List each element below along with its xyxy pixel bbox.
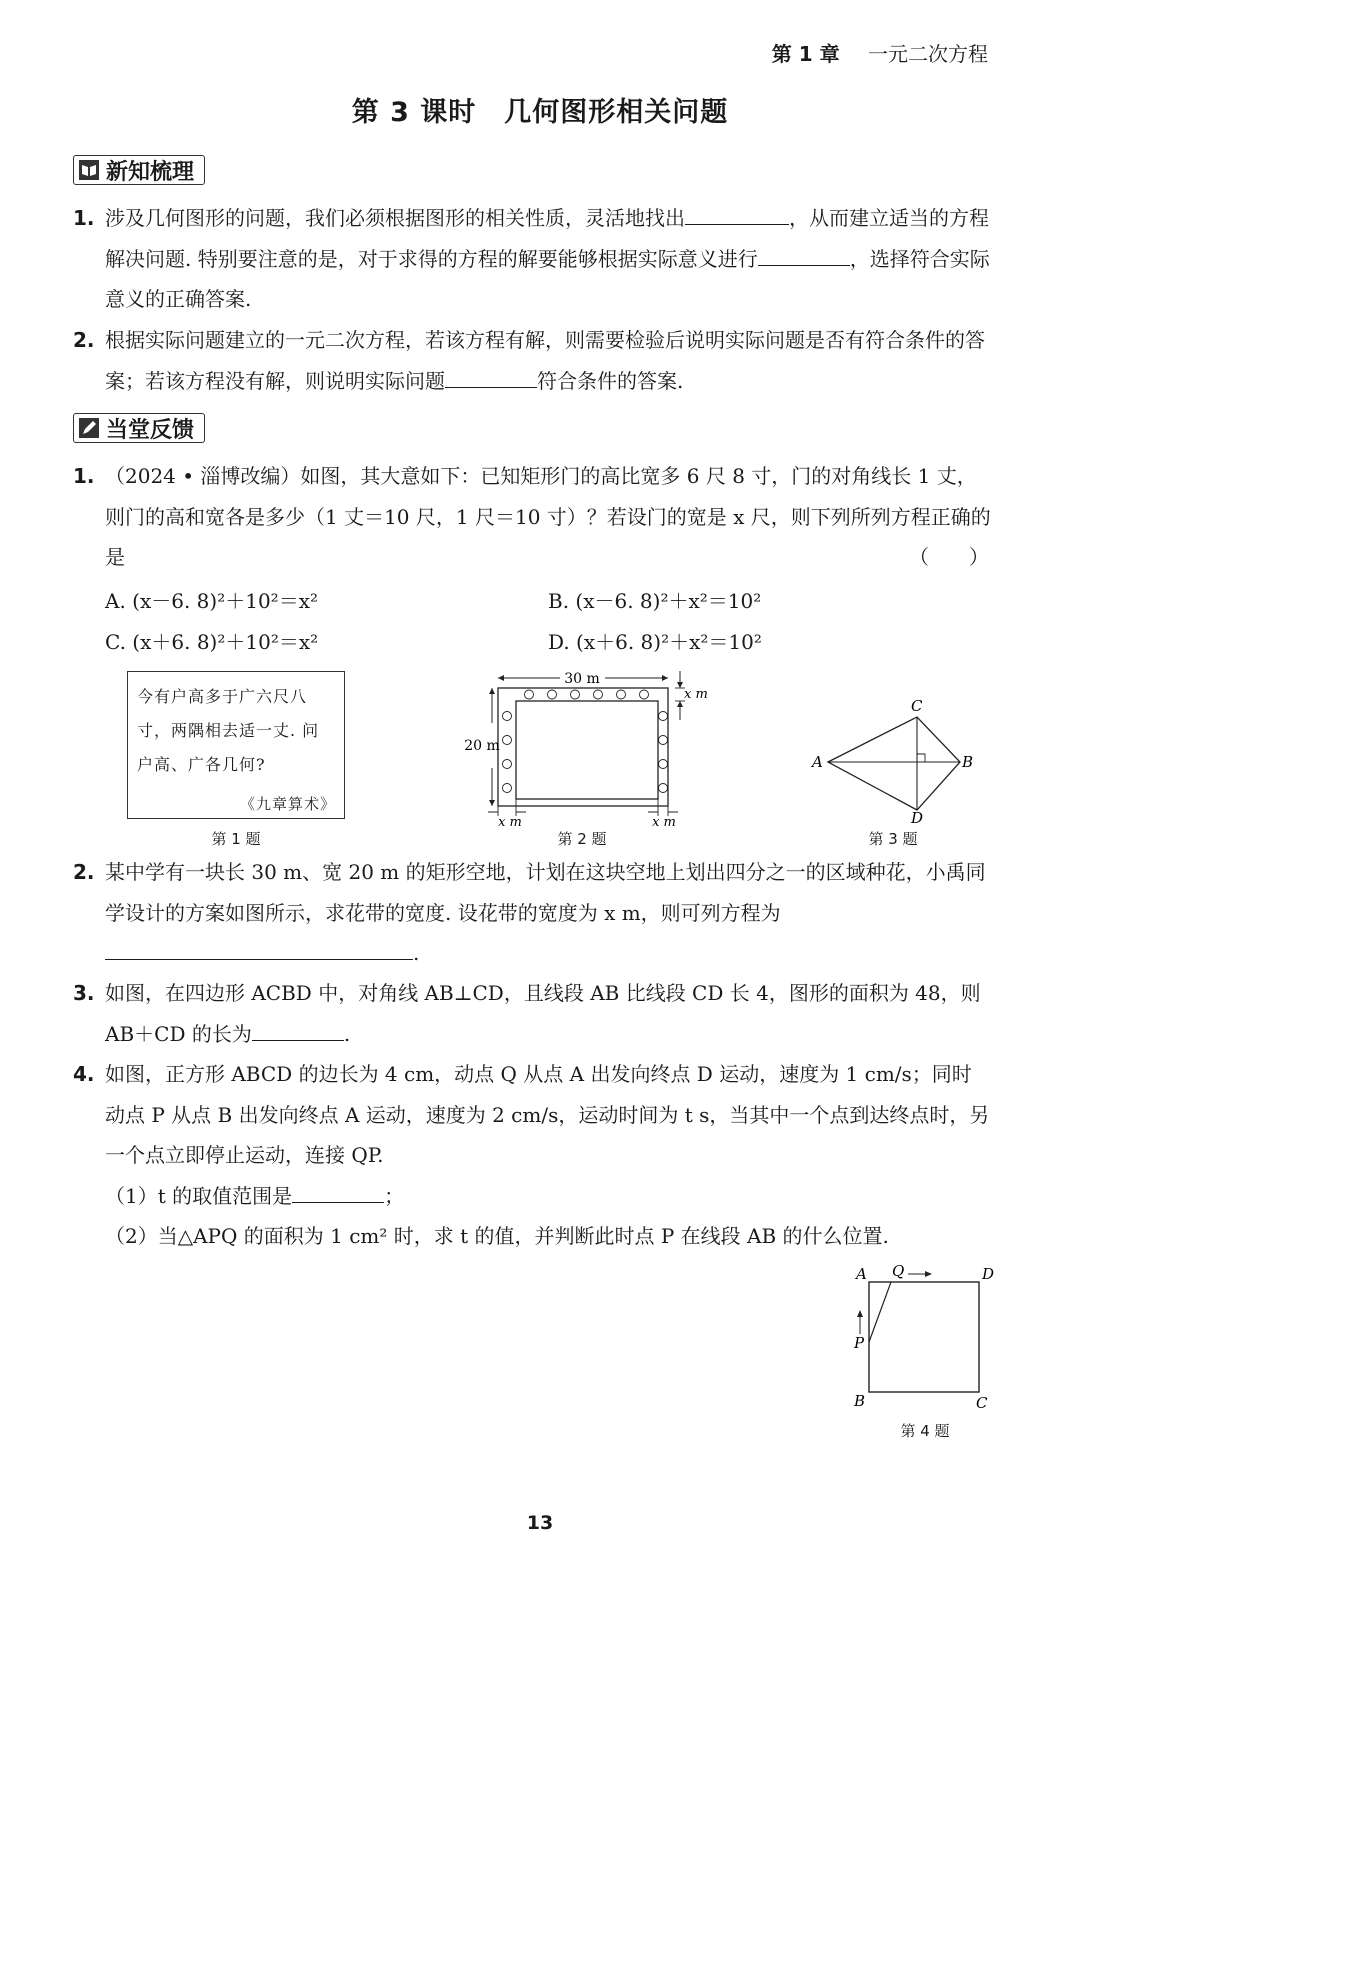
question-text: （2024 • 淄博改编）如图，其大意如下：已知矩形门的高比宽多 6 尺 8 寸，门的对角线长 1 丈，则门的高和宽各是多少（1 丈＝10 尺，1 尺＝10 寸）？若设门的宽是 x 尺，则下列所列方程正确的是 xyxy=(105,464,991,569)
figure-4-diagram xyxy=(846,1258,1000,1418)
book-icon xyxy=(78,159,100,181)
pencil-icon xyxy=(78,417,100,439)
chapter-header xyxy=(772,38,988,67)
choice-d[interactable]: D. (x＋6. 8)²＋x²＝10² xyxy=(548,630,762,654)
item-text: 根据实际问题建立的一元二次方程，若该方程有解，则需要检验后说明实际问题是否有符合条件的答案；若该方程没有解，则说明实际问题 xyxy=(105,328,985,393)
label-P: P xyxy=(854,1334,865,1352)
answer-blank[interactable] xyxy=(252,1020,344,1041)
answer-blank[interactable] xyxy=(105,939,413,960)
figure-4-caption: 第 4 题 xyxy=(900,1422,950,1440)
item-text: ，从而建立适当的方程解决问题. 特别要注意的是，对于求得的方程的解要能够根据实际意义进行 xyxy=(105,206,989,271)
quote-text: 今有户高多于广六尺八寸，两隅相去适一丈. 问户高、广各几何? xyxy=(137,687,320,774)
question-2 xyxy=(73,852,991,974)
section-title: 新知梳理 xyxy=(106,159,195,185)
label-Q: Q xyxy=(892,1262,905,1280)
section-title: 当堂反馈 xyxy=(106,417,195,443)
chapter-name: 一元二次方程 xyxy=(868,42,988,66)
label-30m: 30 m xyxy=(564,671,600,687)
knowledge-item-1 xyxy=(73,198,991,320)
question-3 xyxy=(73,973,991,1054)
item-text: ，选择符合实际意义的正确答案. xyxy=(105,246,990,311)
question-1 xyxy=(73,456,991,578)
label-20m: 20 m xyxy=(464,738,500,754)
label-B: B xyxy=(854,1392,866,1410)
item-number: 1. xyxy=(73,206,95,230)
label-C: C xyxy=(976,1394,988,1412)
label-A: A xyxy=(856,1265,867,1283)
quote-source: 《九章算术》 xyxy=(239,795,336,813)
sub-question-1: （1）t 的取值范围是 xyxy=(105,1183,293,1208)
question-text: 如图，在四边形 ACBD 中，对角线 AB⊥CD，且线段 AB 比线段 CD 长 4，图形的面积为 48，则 AB＋CD 的长为 xyxy=(105,981,981,1046)
sub-question-2: （2）当△APQ 的面积为 1 cm² 时，求 t 的值，并判断此时点 P 在线段 AB 的什么位置. xyxy=(105,1224,889,1248)
question-text: . xyxy=(413,941,420,965)
item-number: 2. xyxy=(73,328,95,352)
chapter-number: 第 1 章 xyxy=(771,42,840,66)
question-text: 如图，正方形 ABCD 的边长为 4 cm，动点 Q 从点 A 出发向终点 D 运动，速度为 1 cm/s；同时动点 P 从点 B 出发向终点 A 运动，速度为 2 cm/s，运动时间为 t s，当其中一个点到达终点时，另一个点立即停止运动，连接 QP. xyxy=(105,1062,990,1167)
question-4 xyxy=(73,1054,991,1257)
question-text: . xyxy=(343,1021,351,1046)
knowledge-item-2 xyxy=(73,320,991,401)
item-text: 符合条件的答案. xyxy=(537,368,684,393)
label-right-x: x m xyxy=(684,687,708,702)
page-number: 13 xyxy=(526,1512,554,1534)
figure-1-caption: 第 1 题 xyxy=(211,830,261,848)
question-text: 某中学有一块长 30 m、宽 20 m 的矩形空地，计划在这块空地上划出四分之一的区域种花，小禹同学设计的方案如图所示，求花带的宽度. 设花带的宽度为 x m，则可列方程为 xyxy=(105,860,986,925)
choice-c[interactable]: C. (x＋6. 8)²＋10²＝x² xyxy=(105,630,319,654)
label-D: D xyxy=(982,1265,995,1283)
section-heading-feedback xyxy=(73,413,205,443)
answer-blank[interactable] xyxy=(445,367,537,388)
question-number: 3. xyxy=(73,981,95,1005)
choice-a[interactable]: A. (x－6. 8)²＋10²＝x² xyxy=(105,589,318,613)
lesson-title: 第 3 课时 几何图形相关问题 xyxy=(351,97,729,128)
label-bottom-left-x: x m xyxy=(498,815,522,830)
label-B: B xyxy=(962,753,974,771)
label-A: A xyxy=(812,753,823,771)
answer-blank[interactable] xyxy=(292,1182,384,1203)
figure-3-caption: 第 3 题 xyxy=(868,830,918,848)
figure-3-diagram xyxy=(810,695,980,825)
figure-2-caption: 第 2 题 xyxy=(557,830,607,848)
sub-question-1: ； xyxy=(384,1183,405,1208)
item-text: 涉及几何图形的问题，我们必须根据图形的相关性质，灵活地找出 xyxy=(105,206,685,230)
section-heading-new-knowledge xyxy=(73,155,205,185)
answer-blank[interactable] xyxy=(758,245,850,266)
question-number: 4. xyxy=(73,1062,95,1086)
question-number: 1. xyxy=(73,464,95,488)
answer-parentheses[interactable]: （ ） xyxy=(909,545,989,569)
answer-blank[interactable] xyxy=(685,204,789,225)
choice-b[interactable]: B. (x－6. 8)²＋x²＝10² xyxy=(548,589,762,613)
question-number: 2. xyxy=(73,860,95,884)
figure-2-diagram xyxy=(460,668,708,830)
label-D: D xyxy=(911,809,924,827)
figure-1-quote-box xyxy=(127,671,345,819)
label-C: C xyxy=(911,697,923,715)
label-bottom-right-x: x m xyxy=(652,815,676,830)
